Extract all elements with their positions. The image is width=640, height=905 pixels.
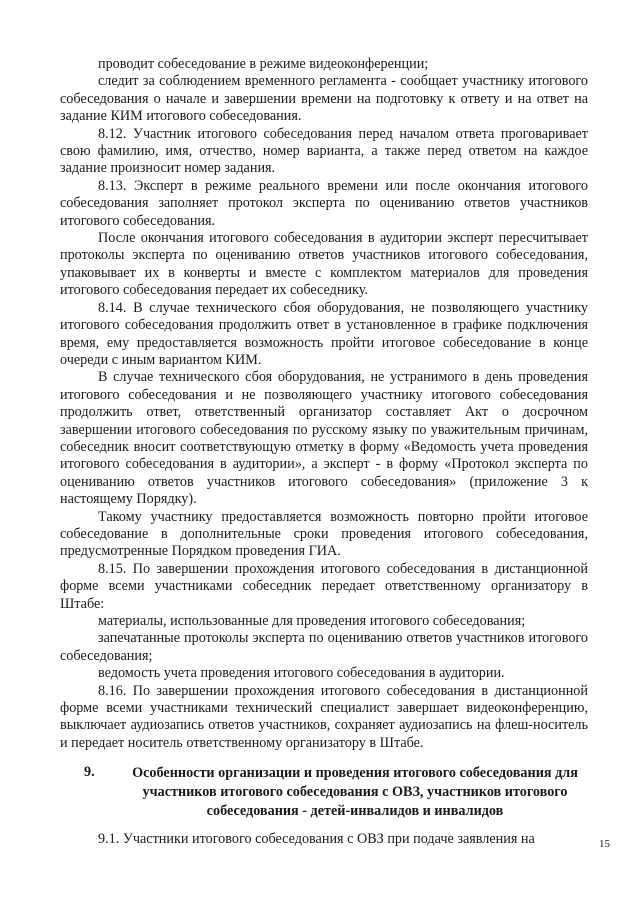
paragraph: ведомость учета проведения итогового собеседования в аудитории. (98, 665, 505, 682)
paragraph: 8.16. По завершении прохождения итогового собеседования в дистанционной форме всеми участниками технический специалист завершает видеоконференцию, выключает аудиозапись ответов участников, сохраняет аудиозапись на флеш-носитель и передает носитель ответственному организатору в Штабе. (60, 682, 588, 751)
section-title: Особенности организации и проведения итогового собеседования для участников итогового собеседования с ОВЗ, участников итогового собеседования - детей-инвалидов и инвалидов (132, 765, 578, 820)
paragraph: 8.13. Эксперт в режиме реального времени или после окончания итогового собеседования заполняет протокол эксперта по оцениванию ответов участников итогового собеседования. (60, 177, 588, 229)
final-paragraph: 9.1. Участники итогового собеседования с ОВЗ при подаче заявления на (98, 831, 535, 848)
page-number: 15 (599, 837, 610, 850)
section-heading (60, 764, 588, 821)
paragraph: 8.15. По завершении прохождения итогового собеседования в дистанционной форме всеми участниками собеседник передает ответственному организатору в Штабе: (60, 560, 588, 612)
section-number: 9. (84, 764, 95, 781)
paragraph: материалы, использованные для проведения итогового собеседования; (98, 613, 526, 629)
paragraph: После окончания итогового собеседования в аудитории эксперт пересчитывает протоколы эксперта по оцениванию ответов участников итогового собеседования, упаковывает их в конверты и вместе с комплектом материалов для проведения итогового собеседования передает их собеседнику. (60, 230, 588, 299)
paragraph: 8.12. Участник итогового собеседования перед началом ответа проговаривает свою фамилию, имя, отчество, номер варианта, а также перед ответом на каждое задание произносит номер задания. (60, 125, 588, 177)
document-body (60, 56, 588, 752)
paragraph: Такому участнику предоставляется возможность повторно пройти итоговое собеседование в дополнительные сроки проведения итогового собеседования, предусмотренные Порядком проведения ГИА. (60, 508, 588, 560)
paragraph: В случае технического сбоя оборудования, не устранимого в день проведения итогового собеседования и не позволяющего участнику итогового собеседования продолжить ответ, ответственный организатор составляет Акт о досрочном завершении итогового собеседования по русскому языку по уважительным причинам, собеседник вносит соответствующую отметку в форму «Ведомость учета проведения итогового собеседования в аудитории», а эксперт - в форму «Протокол эксперта по оцениванию ответов участников итогового собеседования» (приложение 3 к настоящему Порядку). (60, 369, 588, 508)
paragraph: следит за соблюдением временного регламента - сообщает участнику итогового собеседования о начале и завершении времени на подготовку к ответу и на ответ на задание КИМ итогового собеседования. (60, 73, 588, 125)
paragraph: запечатанные протоколы эксперта по оцениванию ответов участников итогового собеседования; (60, 630, 588, 664)
paragraph: 8.14. В случае технического сбоя оборудования, не позволяющего участнику итогового собеседования продолжить ответ в установленное в графике подключения время, ему предоставляется возможность пройти итоговое собеседование в конце очереди с иным вариантом КИМ. (60, 299, 588, 368)
paragraph: проводит собеседование в режиме видеоконференции; (98, 56, 429, 72)
